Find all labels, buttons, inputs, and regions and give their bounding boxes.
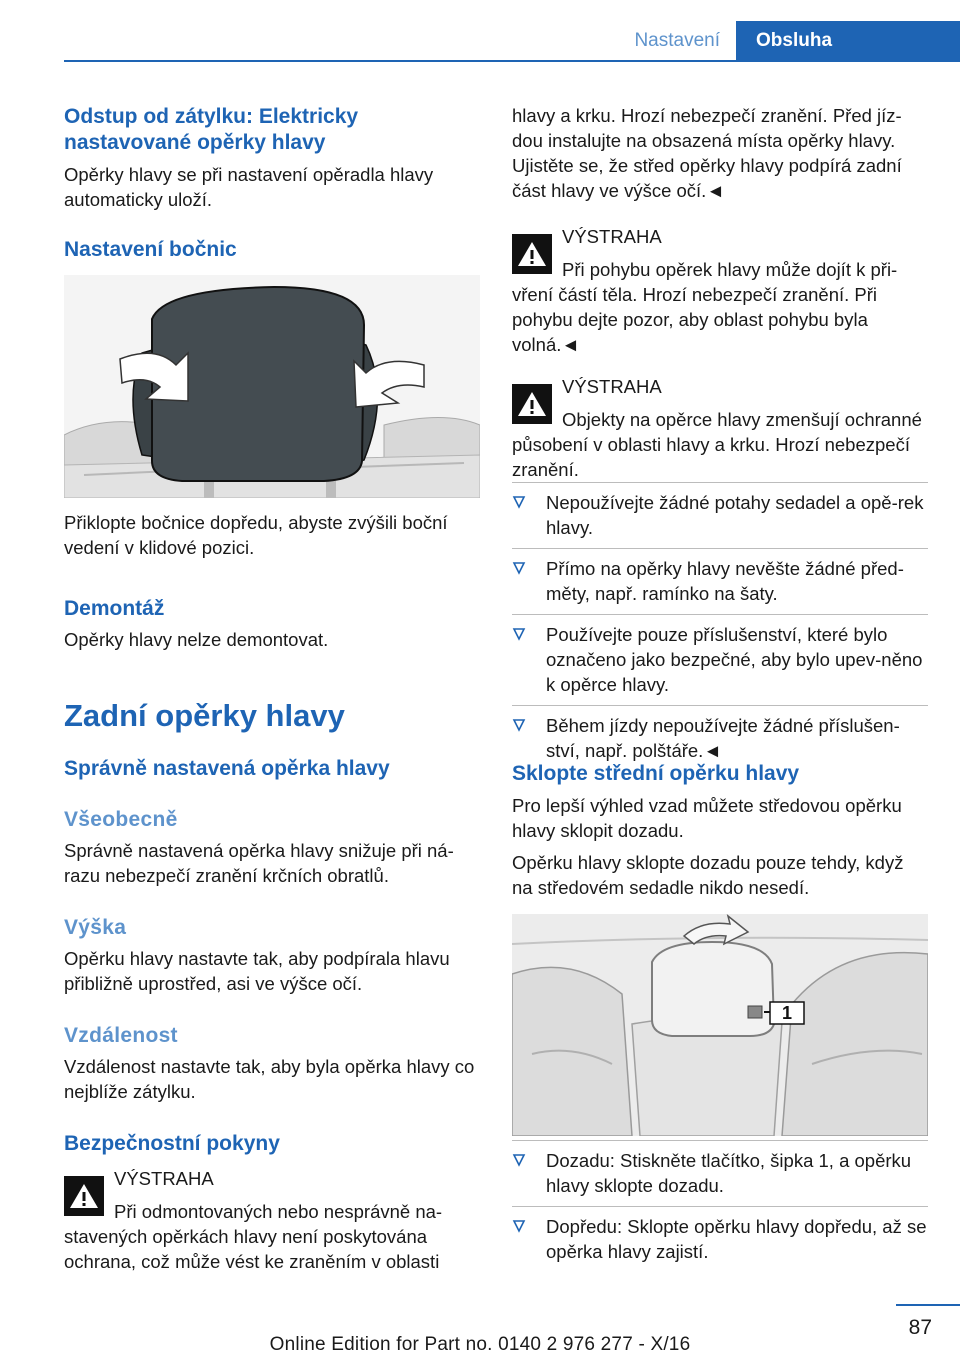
text-general: Správně nastavená opěrka hlavy snižuje při ná‐razu nebezpečí zranění krčních obratlů.: [64, 840, 454, 886]
header-section-label: Nastavení: [634, 30, 720, 51]
bullet-list-fold: [512, 1140, 928, 1272]
text-height: Opěrku hlavy nastavte tak, aby podpírala hlavu přibližně uprostřed, asi ve výšce očí.: [64, 948, 450, 994]
warning-text: Při pohybu opěrek hlavy může dojít k při‐vření částí těla. Hrozí nebezpečí zranění. Při pohybu dejte pozor, aby oblast pohybu byla volná.◄: [512, 259, 898, 355]
edition-footer: Online Edition for Part no. 0140 2 976 277 - X/16: [269, 1334, 691, 1355]
header-rule: [64, 60, 960, 62]
list-item-text: Během jízdy nepoužívejte žádné příslušen‐ství, např. polštáře.◄: [546, 715, 900, 761]
heading-height: Výška: [64, 916, 127, 939]
heading-correct-adjust: Správně nastavená opěrka hlavy: [64, 757, 390, 780]
warning-title: VÝSTRAHA: [562, 376, 662, 397]
heading-rear-headrests: Zadní opěrky hlavy: [64, 698, 345, 733]
text-removal: Opěrky hlavy nelze demontovat.: [64, 629, 329, 650]
bullet-triangle-icon: [512, 1219, 526, 1233]
header-chapter-label: Obsluha: [756, 30, 833, 51]
text-headrest-distance: Opěrky hlavy se při nastavení opěradla hlavy automaticky uloží.: [64, 164, 434, 210]
warning-block-2: [512, 224, 928, 354]
center-headrest-fold-image: [512, 914, 928, 1136]
list-item-text: Používejte pouze příslušenství, které bylo označeno jako bezpečné, aby bylo upev‐něno k opěrce hlavy.: [546, 624, 923, 695]
list-item: [512, 614, 928, 705]
warning-title: VÝSTRAHA: [114, 1168, 214, 1189]
bullet-triangle-icon: [512, 495, 526, 509]
list-item: [512, 1140, 928, 1206]
list-item-text: Dopředu: Sklopte opěrku hlavy dopředu, až se opěrka hlavy zajistí.: [546, 1216, 927, 1262]
list-item-text: Nepoužívejte žádné potahy sedadel a opě‐rek hlavy.: [546, 492, 924, 538]
warning-text: Při odmontovaných nebo nesprávně na‐stavených opěrkách hlavy není poskytována ochrana, což může vést ke zraněním v oblasti: [64, 1201, 443, 1272]
list-item-text: Dozadu: Stiskněte tlačítko, šipka 1, a opěrku hlavy sklopte dozadu.: [546, 1150, 912, 1196]
warning-block-1: [64, 1166, 480, 1286]
header-section-tab[interactable]: [596, 21, 736, 61]
headrest-side-wings-image: [64, 275, 480, 498]
heading-distance: Vzdálenost: [64, 1024, 178, 1047]
list-item: [512, 548, 928, 614]
warning-title: VÝSTRAHA: [562, 226, 662, 247]
text-warning-continued: hlavy a krku. Hrozí nebezpečí zranění. Před jíz‐dou instalujte na obsazená místa opěrky hlavy. Ujistěte se, že střed opěrky hlavy podpírá zadní část hlavy ve výšce očí.◄: [512, 105, 902, 201]
bullet-triangle-icon: [512, 718, 526, 732]
bullet-triangle-icon: [512, 1153, 526, 1167]
text-side-adjust: Přiklopte bočnice dopředu, abyste zvýšili boční vedení v klidové pozici.: [64, 512, 448, 558]
heading-headrest-distance: Odstup od zátylku: Elektricky nastavované opěrky hlavy: [64, 105, 359, 154]
warning-text: Objekty na opěrce hlavy zmenšují ochranné působení v oblasti hlavy a krku. Hrozí nebezpečí zranění.: [512, 409, 922, 480]
footer-rule: [896, 1304, 960, 1306]
text-fold-1: Pro lepší výhled vzad můžete středovou opěrku hlavy sklopit dozadu.: [512, 795, 902, 841]
warning-block-3: [512, 374, 928, 484]
text-fold-2: Opěrku hlavy sklopte dozadu pouze tehdy, když na středovém sedadle nikdo nesedí.: [512, 852, 904, 898]
bullet-triangle-icon: [512, 561, 526, 575]
heading-removal: Demontáž: [64, 597, 165, 620]
heading-side-adjust: Nastavení bočnic: [64, 238, 237, 261]
heading-fold-center: Sklopte střední opěrku hlavy: [512, 762, 800, 785]
heading-safety: Bezpečnostní pokyny: [64, 1132, 280, 1155]
page-number: 87: [908, 1316, 932, 1339]
heading-general: Všeobecně: [64, 808, 178, 831]
bullet-triangle-icon: [512, 627, 526, 641]
list-item: [512, 482, 928, 548]
header-chapter-tab[interactable]: [736, 21, 960, 61]
text-distance: Vzdálenost nastavte tak, aby byla opěrka hlavy co nejblíže zátylku.: [64, 1056, 475, 1102]
list-item: [512, 1206, 928, 1272]
bullet-list-warning: [512, 482, 928, 771]
callout-label: 1: [781, 1002, 792, 1023]
list-item-text: Přímo na opěrky hlavy nevěšte žádné před‐měty, např. ramínko na šaty.: [546, 558, 904, 604]
